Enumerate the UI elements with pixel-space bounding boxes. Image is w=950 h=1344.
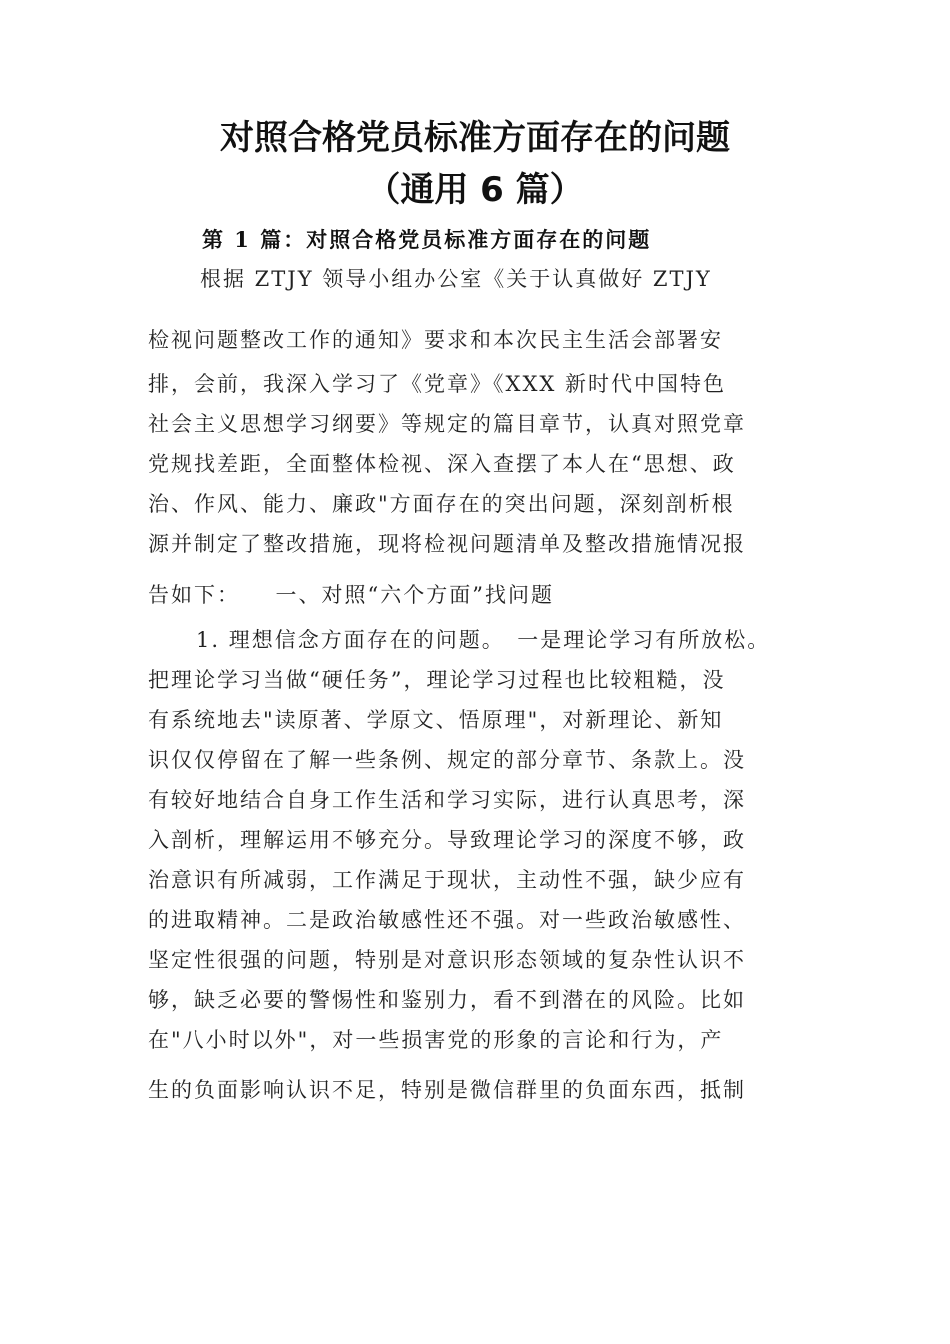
- body-line: 社会主义思想学习纲要》等规定的篇目章节，认真对照党章: [148, 412, 746, 436]
- document-title: 对照合格党员标准方面存在的问题: [220, 118, 730, 158]
- body-line: 1. 理想信念方面存在的问题。 一是理论学习有所放松。: [196, 628, 771, 652]
- body-line: 生的负面影响认识不足，特别是微信群里的负面东西，抵制: [148, 1078, 746, 1102]
- body-line: 排，会前，我深入学习了《党章》《XXX 新时代中国特色: [148, 372, 727, 396]
- body-line: 告如下： 一、对照“六个方面”找问题: [148, 583, 554, 607]
- body-line: 坚定性很强的问题，特别是对意识形态领域的复杂性认识不: [148, 948, 746, 972]
- body-line: 源并制定了整改措施，现将检视问题清单及整改措施情况报: [148, 532, 746, 556]
- body-line: 根据 ZTJY 领导小组办公室《关于认真做好 ZTJY: [200, 267, 712, 291]
- body-line: 有系统地去"读原著、学原文、悟原理"，对新理论、新知: [148, 708, 724, 732]
- body-line: 在"八小时以外"，对一些损害党的形象的言论和行为，产: [148, 1028, 724, 1052]
- document-subtitle: （通用 6 篇）: [366, 170, 584, 210]
- body-line: 够，缺乏必要的警惕性和鉴别力，看不到潜在的风险。比如: [148, 988, 746, 1012]
- body-line: 检视问题整改工作的通知》要求和本次民主生活会部署安: [148, 328, 723, 352]
- body-line: 有较好地结合自身工作生活和学习实际，进行认真思考，深: [148, 788, 746, 812]
- body-line: 党规找差距，全面整体检视、深入查摆了本人在“思想、政: [148, 452, 736, 476]
- body-line: 治、作风、能力、廉政"方面存在的突出问题，深刻剖析根: [148, 492, 735, 516]
- body-line: 治意识有所减弱，工作满足于现状，主动性不强，缺少应有: [148, 868, 746, 892]
- body-line: 把理论学习当做“硬任务”，理论学习过程也比较粗糙，没: [148, 668, 726, 692]
- body-line: 的进取精神。二是政治敏感性还不强。对一些政治敏感性、: [148, 908, 746, 932]
- section-heading: 第 1 篇：对照合格党员标准方面存在的问题: [202, 227, 652, 252]
- body-line: 入剖析，理解运用不够充分。导致理论学习的深度不够，政: [148, 828, 746, 852]
- body-line: 识仅仅停留在了解一些条例、规定的部分章节、条款上。没: [148, 748, 746, 772]
